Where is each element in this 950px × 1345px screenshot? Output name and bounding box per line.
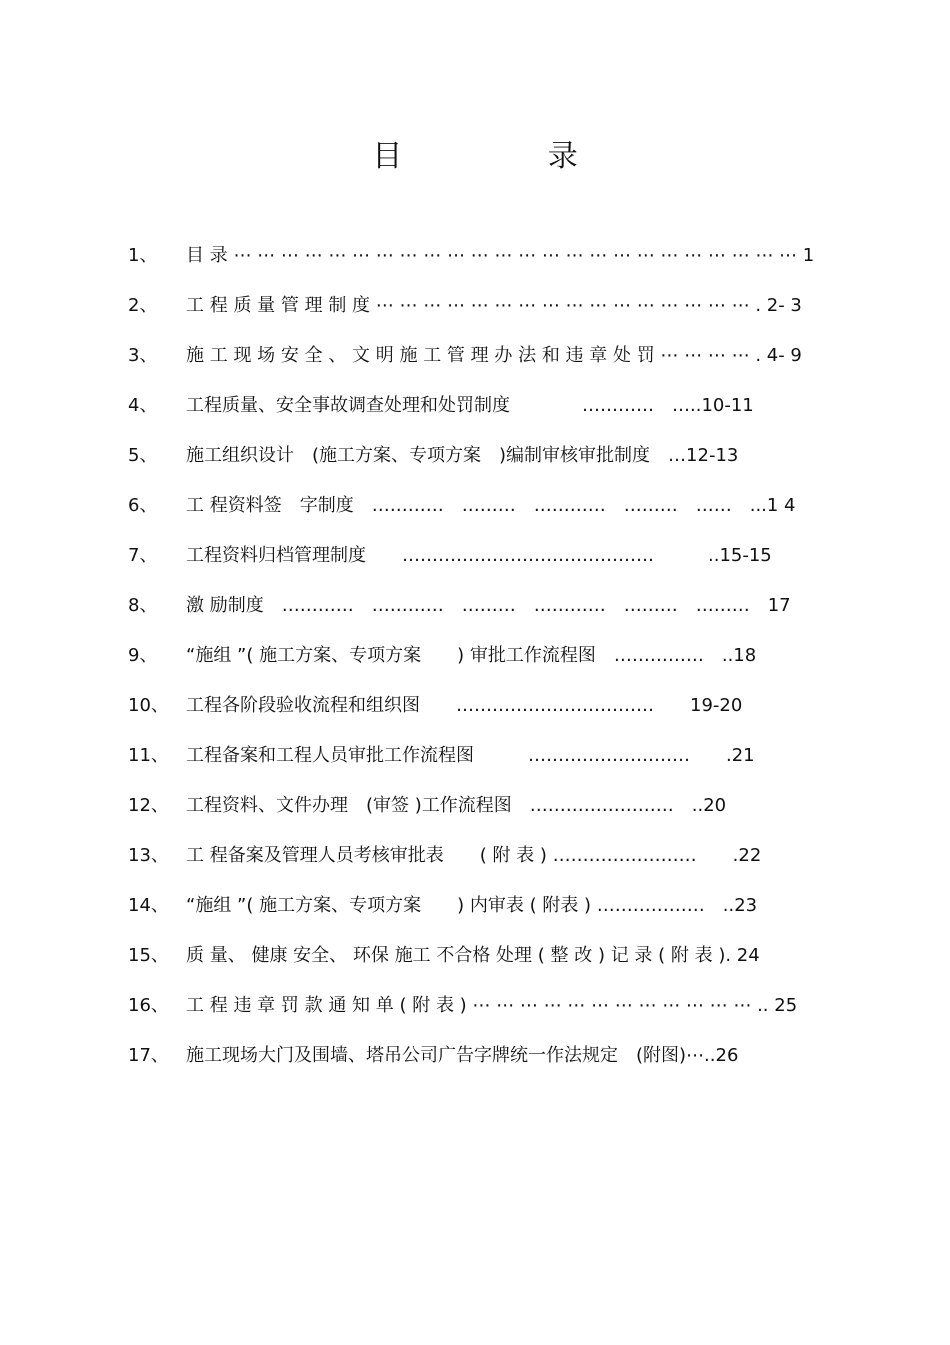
toc-entry-text: 施工组织设计 (施工方案、专项方案 )编制审核审批制度 …12-13 — [186, 445, 739, 466]
toc-entry — [0, 891, 950, 921]
toc-entry — [0, 391, 950, 421]
toc-entry-text: 工程资料归档管理制度 …………………………………… ..15-15 — [186, 545, 772, 566]
toc-entry-text: 目 录 ⋯ ⋯ ⋯ ⋯ ⋯ ⋯ ⋯ ⋯ ⋯ ⋯ ⋯ ⋯ ⋯ ⋯ ⋯ ⋯ ⋯ ⋯ ⋯ ⋯ ⋯ ⋯ ⋯ ⋯ 1 — [186, 245, 815, 266]
toc-entry-text: 工 程 违 章 罚 款 通 知 单 ( 附 表 ) ⋯ ⋯ ⋯ ⋯ ⋯ ⋯ ⋯ ⋯ ⋯ ⋯ ⋯ ⋯ .. 25 — [186, 995, 798, 1016]
toc-entry — [0, 341, 950, 371]
toc-entry-text: 工程各阶段验收流程和组织图 …………………………… 19-20 — [186, 695, 743, 716]
toc-entry-number: 6、 — [128, 495, 158, 516]
toc-entry-number: 15、 — [128, 945, 169, 966]
toc-entry — [0, 741, 950, 771]
toc-entry-text: “施组 ”( 施工方案、专项方案 ) 内审表 ( 附表 ) ……………… ..23 — [186, 895, 758, 916]
toc-entry-number: 4、 — [128, 395, 158, 416]
toc-entry-number: 2、 — [128, 295, 158, 316]
toc-entry — [0, 441, 950, 471]
toc-entry-text: 施 工 现 场 安 全 、 文 明 施 工 管 理 办 法 和 违 章 处 罚 ⋯ ⋯ ⋯ ⋯ . 4- 9 — [186, 345, 802, 366]
toc-entry — [0, 791, 950, 821]
toc-entry — [0, 241, 950, 271]
toc-entry-number: 10、 — [128, 695, 169, 716]
toc-entry-text: 质 量、 健康 安全、 环保 施工 不合格 处理 ( 整 改 ) 记 录 ( 附 表 ). 24 — [186, 945, 760, 966]
toc-entry — [0, 841, 950, 871]
toc-entry-number: 17、 — [128, 1045, 169, 1066]
toc-entry-text: “施组 ”( 施工方案、专项方案 ) 审批工作流程图 …………… ..18 — [186, 645, 757, 666]
toc-entry — [0, 1041, 950, 1071]
toc-entry-number: 8、 — [128, 595, 158, 616]
toc-entry — [0, 541, 950, 571]
toc-entry-text: 工 程资料签 字制度 ………… ……… ………… ……… …… ...1 4 — [186, 495, 796, 516]
toc-entry — [0, 591, 950, 621]
toc-entry-number: 12、 — [128, 795, 169, 816]
toc-entry-text: 工 程 质 量 管 理 制 度 ⋯ ⋯ ⋯ ⋯ ⋯ ⋯ ⋯ ⋯ ⋯ ⋯ ⋯ ⋯ ⋯ ⋯ ⋯ ⋯ . 2- 3 — [186, 295, 802, 316]
toc-entry-number: 13、 — [128, 845, 169, 866]
toc-entry — [0, 941, 950, 971]
toc-entry-text: 工程质量、安全事故调查处理和处罚制度 ………… …..10-11 — [186, 395, 754, 416]
toc-entry-number: 7、 — [128, 545, 158, 566]
toc-entry-number: 9、 — [128, 645, 158, 666]
toc-entry — [0, 641, 950, 671]
toc-entry-text: 工 程备案及管理人员考核审批表 ( 附 表 ) …………………… .22 — [186, 845, 762, 866]
toc-entry — [0, 691, 950, 721]
toc-entry-number: 11、 — [128, 745, 169, 766]
toc-entry-text: 工程备案和工程人员审批工作流程图 ……………………… .21 — [186, 745, 755, 766]
toc-entry-number: 3、 — [128, 345, 158, 366]
toc-entry-number: 16、 — [128, 995, 169, 1016]
toc-entry-text: 施工现场大门及围墙、塔吊公司广告字牌统一作法规定 (附图)⋯..26 — [186, 1045, 739, 1066]
toc-entry-text: 激 励制度 ………… ………… ……… ………… ……… ……… 17 — [186, 595, 791, 616]
toc-entry-number: 14、 — [128, 895, 169, 916]
toc-entry — [0, 991, 950, 1021]
toc-entry-text: 工程资料、文件办理 (审签 )工作流程图 …………………… ..20 — [186, 795, 727, 816]
toc-entry-number: 5、 — [128, 445, 158, 466]
page-title: 目 录 — [372, 139, 646, 174]
toc-entry — [0, 291, 950, 321]
toc-entry-number: 1、 — [128, 245, 158, 266]
toc-entry — [0, 491, 950, 521]
